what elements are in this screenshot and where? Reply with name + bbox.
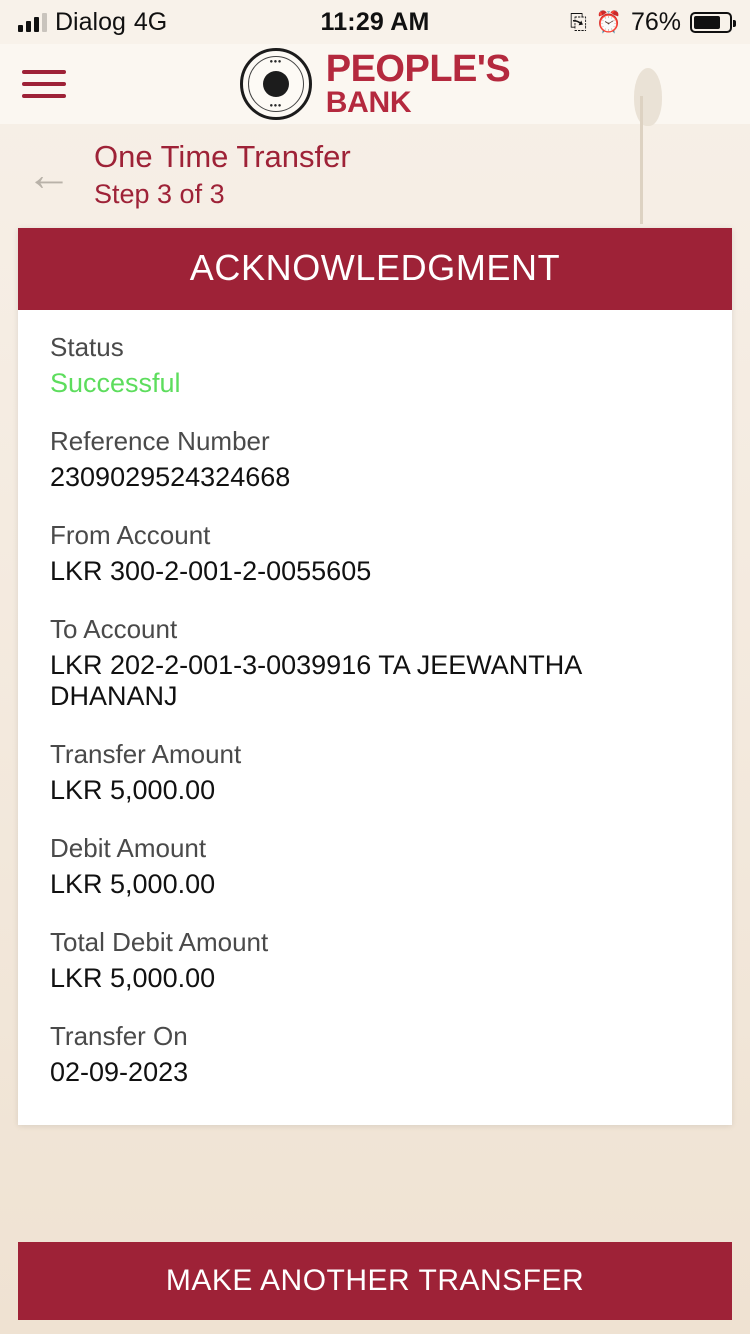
field-from-account: [50, 520, 700, 588]
page-title-bar: [0, 124, 750, 224]
field-label: From Account: [50, 519, 211, 550]
field-label: To Account: [50, 613, 178, 644]
app-header: [0, 44, 750, 124]
battery-icon: [690, 12, 732, 33]
rotation-lock-icon: ⎘: [569, 10, 587, 34]
page-title: One Time Transfer: [94, 138, 351, 174]
field-reference-number: [50, 426, 700, 494]
field-value: 02-09-2023: [50, 1056, 189, 1087]
field-label: Debit Amount: [50, 833, 207, 864]
decorative-thread: [640, 96, 643, 224]
field-label: Transfer On: [50, 1020, 188, 1051]
status-bar-right: [375, 8, 732, 37]
field-transfer-on: [50, 1021, 700, 1089]
brand-line-1: PEOPLE'S: [325, 47, 511, 90]
decorative-feather: [634, 68, 662, 126]
card-body: [18, 310, 732, 1125]
field-label: Total Debit Amount: [50, 927, 269, 958]
field-label: Status: [50, 332, 124, 362]
field-value: LKR 300-2-001-2-0055605: [50, 555, 372, 586]
field-label: Reference Number: [50, 425, 270, 456]
card-header: ACKNOWLEDGMENT: [18, 228, 732, 310]
field-transfer-amount: [50, 739, 700, 807]
acknowledgment-card: [18, 228, 732, 1125]
field-to-account: [50, 614, 700, 714]
field-status: [50, 332, 700, 400]
alarm-icon: ⏰: [595, 10, 622, 34]
peoples-bank-seal-icon: ●●● ●●●: [240, 48, 312, 120]
field-value: 2309029524324668: [50, 461, 291, 492]
field-total-debit-amount: [50, 927, 700, 995]
make-another-transfer-button[interactable]: MAKE ANOTHER TRANSFER: [18, 1242, 732, 1320]
footer-bar: [18, 1242, 732, 1320]
field-value: LKR 5,000.00: [50, 963, 216, 994]
carrier-label: Dialog: [55, 7, 126, 36]
network-type-label: 4G: [133, 7, 168, 36]
hamburger-menu-icon[interactable]: [22, 70, 66, 98]
battery-percent-label: 76%: [630, 7, 681, 36]
field-label: Transfer Amount: [50, 739, 242, 770]
field-value: Successful: [50, 368, 181, 398]
page-title-text: [94, 139, 351, 210]
page-step-label: Step 3 of 3: [94, 178, 225, 209]
clock-label: 11:29 AM: [320, 7, 430, 36]
brand-text: [325, 47, 511, 119]
status-bar: [0, 0, 750, 44]
field-value: LKR 202-2-001-3-0039916 TA JEEWANTHA DHANANJ: [50, 649, 581, 712]
field-debit-amount: [50, 833, 700, 901]
field-value: LKR 5,000.00: [50, 869, 216, 900]
field-value: LKR 5,000.00: [50, 775, 216, 806]
back-arrow-icon[interactable]: ←: [26, 148, 72, 200]
brand-line-2: BANK: [325, 85, 412, 119]
